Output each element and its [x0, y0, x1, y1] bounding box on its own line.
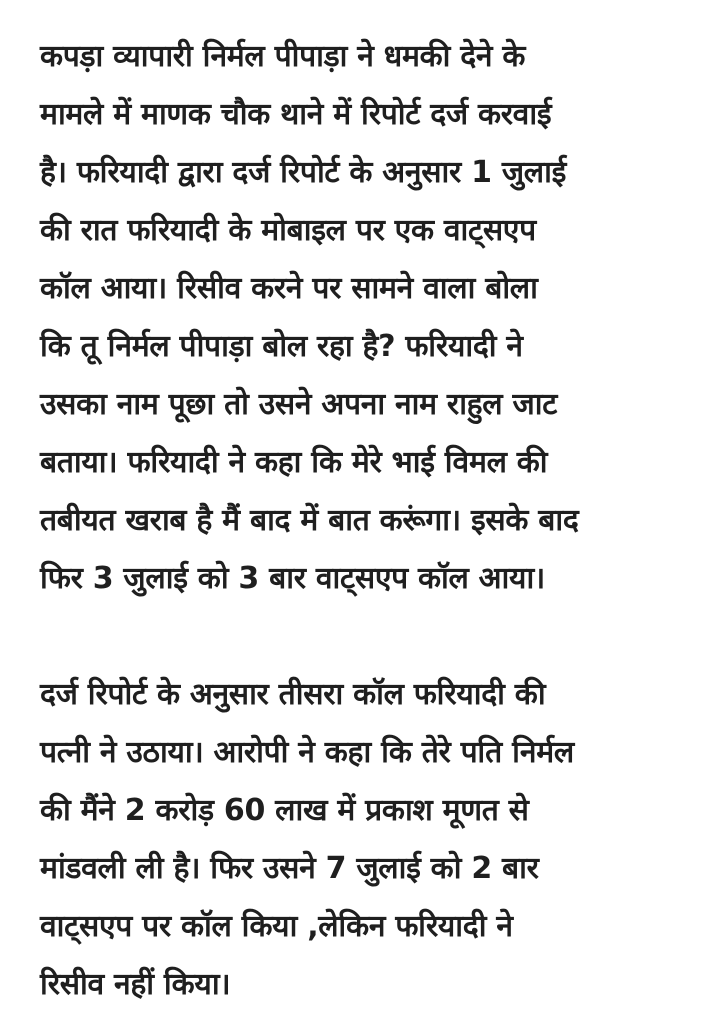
text-line: मांडवली ली है। फिर उसने 7 जुलाई को 2 बार [40, 851, 539, 886]
paragraph-gap [40, 608, 690, 666]
text-line: की मैंने 2 करोड़ 60 लाख में प्रकाश मूणत से [40, 793, 529, 828]
text-line: बताया। फरियादी ने कहा कि मेरे भाई विमल की [40, 445, 548, 480]
article-body [40, 28, 690, 1014]
text-line: दर्ज रिपोर्ट के अनुसार तीसरा कॉल फरियादी की [40, 677, 546, 712]
text-line: कि तू निर्मल पीपाड़ा बोल रहा है? फरियादी ने [40, 329, 523, 364]
text-line: रिसीव नहीं किया। [40, 967, 231, 1002]
text-line: वाट्सएप पर कॉल किया ,लेकिन फरियादी ने [40, 909, 513, 944]
text-line: कॉल आया। रिसीव करने पर सामने वाला बोला [40, 271, 538, 306]
paragraph-2 [40, 666, 690, 1014]
text-line: फिर 3 जुलाई को 3 बार वाट्सएप कॉल आया। [40, 561, 545, 596]
text-line: की रात फरियादी के मोबाइल पर एक वाट्सएप [40, 213, 536, 248]
text-line: उसका नाम पूछा तो उसने अपना नाम राहुल जाट [40, 387, 558, 422]
paragraph-1 [40, 28, 690, 608]
text-line: मामले में माणक चौक थाने में रिपोर्ट दर्ज करवाई [40, 97, 552, 132]
text-line: है। फरियादी द्वारा दर्ज रिपोर्ट के अनुसार 1 जुलाई [40, 155, 567, 190]
text-line: पत्नी ने उठाया। आरोपी ने कहा कि तेरे पति निर्मल [40, 735, 574, 770]
text-line: तबीयत खराब है मैं बाद में बात करूंगा। इसके बाद [40, 503, 579, 538]
text-line: कपड़ा व्यापारी निर्मल पीपाड़ा ने धमकी देने के [40, 39, 526, 74]
